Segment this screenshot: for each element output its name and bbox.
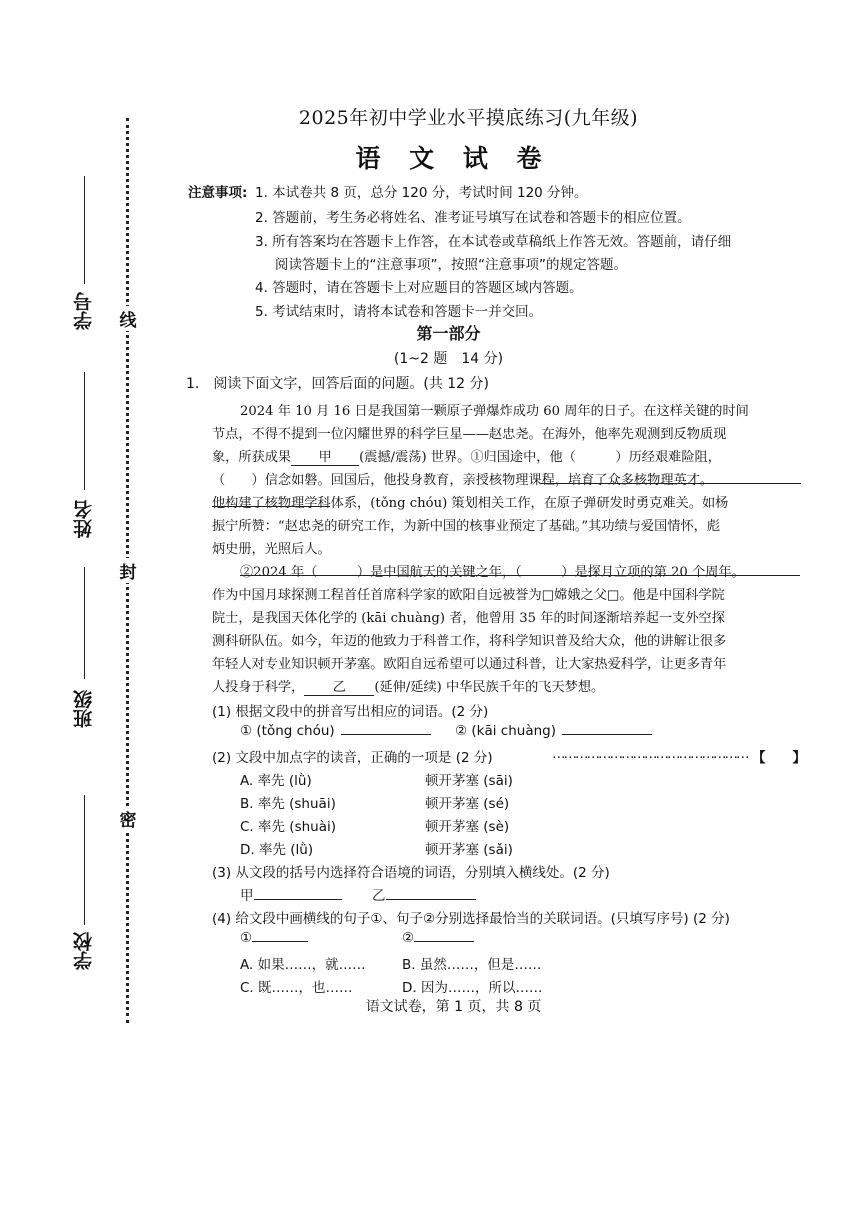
passage-line: 节点，不得不提到一位闪耀世界的科学巨星——赵忠尧。在海外，他率先观测到反物质现 — [212, 427, 727, 442]
sub3-a-answer[interactable] — [254, 899, 342, 900]
sub4-b-answer[interactable] — [414, 941, 474, 942]
sub1-a: ① (tǒng chóu) — [240, 723, 431, 739]
sub2-answer-bracket[interactable]: 【 】 — [752, 750, 806, 766]
sub4-option-b[interactable]: B. 虽然……，但是…… — [402, 957, 542, 973]
note-item: 4. 答题时，请在答题卡上对应题目的答题区域内答题。 — [255, 280, 583, 296]
note-item: 1. 本试卷共 8 页，总分 120 分，考试时间 120 分钟。 — [255, 185, 588, 201]
page-footer: 语文试卷，第 1 页，共 8 页 — [365, 999, 542, 1015]
exam-subtitle: 语 文 试 卷 — [355, 144, 552, 173]
school-blank[interactable] — [84, 795, 85, 925]
sentence-2-underline — [240, 575, 800, 576]
sub3-b-answer[interactable] — [386, 899, 476, 900]
seal-seal-char: 封 — [116, 558, 140, 583]
sentence-1-underline-cont — [212, 506, 330, 507]
sub2-option-a-b: 顿开茅塞 (sāi) — [425, 773, 513, 789]
student-id-blank[interactable] — [84, 176, 85, 284]
sub4-option-d[interactable]: D. 因为……，所以…… — [402, 980, 543, 996]
passage-line: 他构建了核物理学科体系，(tǒng chóu) 策划相关工作，在原子弹研发时勇克难关。如杨 — [212, 496, 729, 511]
part-range: (1~2 题 14 分) — [393, 351, 504, 367]
class-blank[interactable] — [84, 567, 85, 679]
name-label: 姓名 — [73, 500, 95, 538]
sub4-option-c[interactable]: C. 既……，也…… — [240, 980, 353, 996]
question-1-stem: 1. 阅读下面文字，回答后面的问题。(共 12 分) — [186, 376, 489, 392]
sub4-prompt: (4) 给文段中画横线的句子①、句子②分别选择最恰当的关联词语。(只填写序号) (2 分) — [212, 911, 730, 927]
blank-yi[interactable]: 乙 — [304, 676, 374, 696]
sub4-option-a[interactable]: A. 如果……，就…… — [240, 957, 366, 973]
class-label: 班级 — [73, 690, 95, 728]
sub3-a: 甲 — [240, 884, 342, 904]
passage-line: 象，所获成果 甲 (震撼/震荡) 世界。①归国途中，他（ ）历经艰难险阻， — [212, 446, 721, 466]
seal-secret-char: 密 — [116, 806, 140, 831]
name-blank[interactable] — [84, 372, 85, 490]
sub3-prompt: (3) 从文段的括号内选择符合语境的词语，分别填入横线处。(2 分) — [212, 865, 610, 881]
blank-jia[interactable]: 甲 — [291, 446, 359, 466]
sub1-b: ② (kāi chuàng) — [455, 723, 652, 739]
sub1-prompt: (1) 根据文段中的拼音写出相应的词语。(2 分) — [212, 704, 489, 720]
sub2-option-d[interactable]: D. 率先 (lǜ) — [240, 842, 314, 858]
part-title: 第一部分 — [416, 324, 481, 343]
school-label: 学校 — [73, 932, 95, 970]
passage-line: （ ）信念如磐。回国后，他投身教育，亲授核物理课程，培育了众多核物理英才。 — [212, 473, 714, 488]
notes-heading: 注意事项: — [188, 185, 248, 201]
sub2-option-c[interactable]: C. 率先 (shuài) — [240, 819, 337, 835]
passage-line: 作为中国月球探测工程首任首席科学家的欧阳自远被誉为□嫦娥之父□。他是中国科学院 — [212, 588, 725, 603]
passage-line: 测科研队伍。如今，年迈的他致力于科普工作，将科学知识普及给大众，他的讲解让很多 — [212, 634, 727, 649]
sub1-a-answer[interactable] — [341, 734, 431, 735]
passage-line: 人投身于科学， 乙 (延伸/延续) 中华民族千年的飞天梦想。 — [212, 676, 604, 696]
sentence-1-underline — [541, 483, 801, 484]
note-item: 2. 答题前，考生务必将姓名、准考证号填写在试卷和答题卡的相应位置。 — [255, 210, 691, 226]
sub2-option-a[interactable]: A. 率先 (lǜ) — [240, 773, 312, 789]
sub2-option-b-b: 顿开茅塞 (sé) — [425, 796, 510, 812]
exam-title: 2025年初中学业水平摸底练习(九年级) — [298, 107, 639, 129]
passage-line: 2024 年 10 月 16 日是我国第一颗原子弹爆炸成功 60 周年的日子。在这样关键的时间 — [240, 404, 749, 419]
sub1-b-answer[interactable] — [562, 734, 652, 735]
sub2-option-d-b: 顿开茅塞 (sǎi) — [425, 842, 513, 858]
passage-line: 振宁所赞：“赵忠尧的研究工作，为新中国的核事业预定了基础。”其功绩与爱国情怀，彪 — [212, 519, 721, 534]
student-id-label: 学号 — [73, 292, 95, 330]
seal-line-char: 线 — [116, 306, 140, 331]
note-item: 阅读答题卡上的“注意事项”，按照“注意事项”的规定答题。 — [275, 257, 627, 273]
sub4-a: ① — [240, 930, 308, 946]
sub2-prompt: (2) 文段中加点字的读音，正确的一项是 (2 分) — [212, 750, 493, 766]
sub2-dots: …………………………………………… — [552, 746, 748, 762]
passage-line: 年轻人对专业知识顿开茅塞。欧阳自远希望可以通过科普，让大家热爱科学，让更多青年 — [212, 657, 727, 672]
sub2-option-c-b: 顿开茅塞 (sè) — [425, 819, 510, 835]
passage-line: 炳史册，光照后人。 — [212, 542, 331, 557]
sub3-b: 乙 — [372, 884, 476, 904]
passage-line: ②2024 年（ ）是中国航天的关键之年，（ ）是探月立项的第 20 个周年。 — [240, 565, 745, 580]
sub4-b: ② — [402, 930, 474, 946]
passage-line: 院士，是我国天体化学的 (kāi chuàng) 者，他曾用 35 年的时间逐渐培养起一支外空探 — [212, 611, 725, 626]
note-item: 3. 所有答案均在答题卡上作答，在本试卷或草稿纸上作答无效。答题前，请仔细 — [255, 234, 732, 250]
sub2-option-b[interactable]: B. 率先 (shuāi) — [240, 796, 336, 812]
sub4-a-answer[interactable] — [252, 941, 308, 942]
note-item: 5. 考试结束时，请将本试卷和答题卡一并交回。 — [255, 304, 543, 320]
